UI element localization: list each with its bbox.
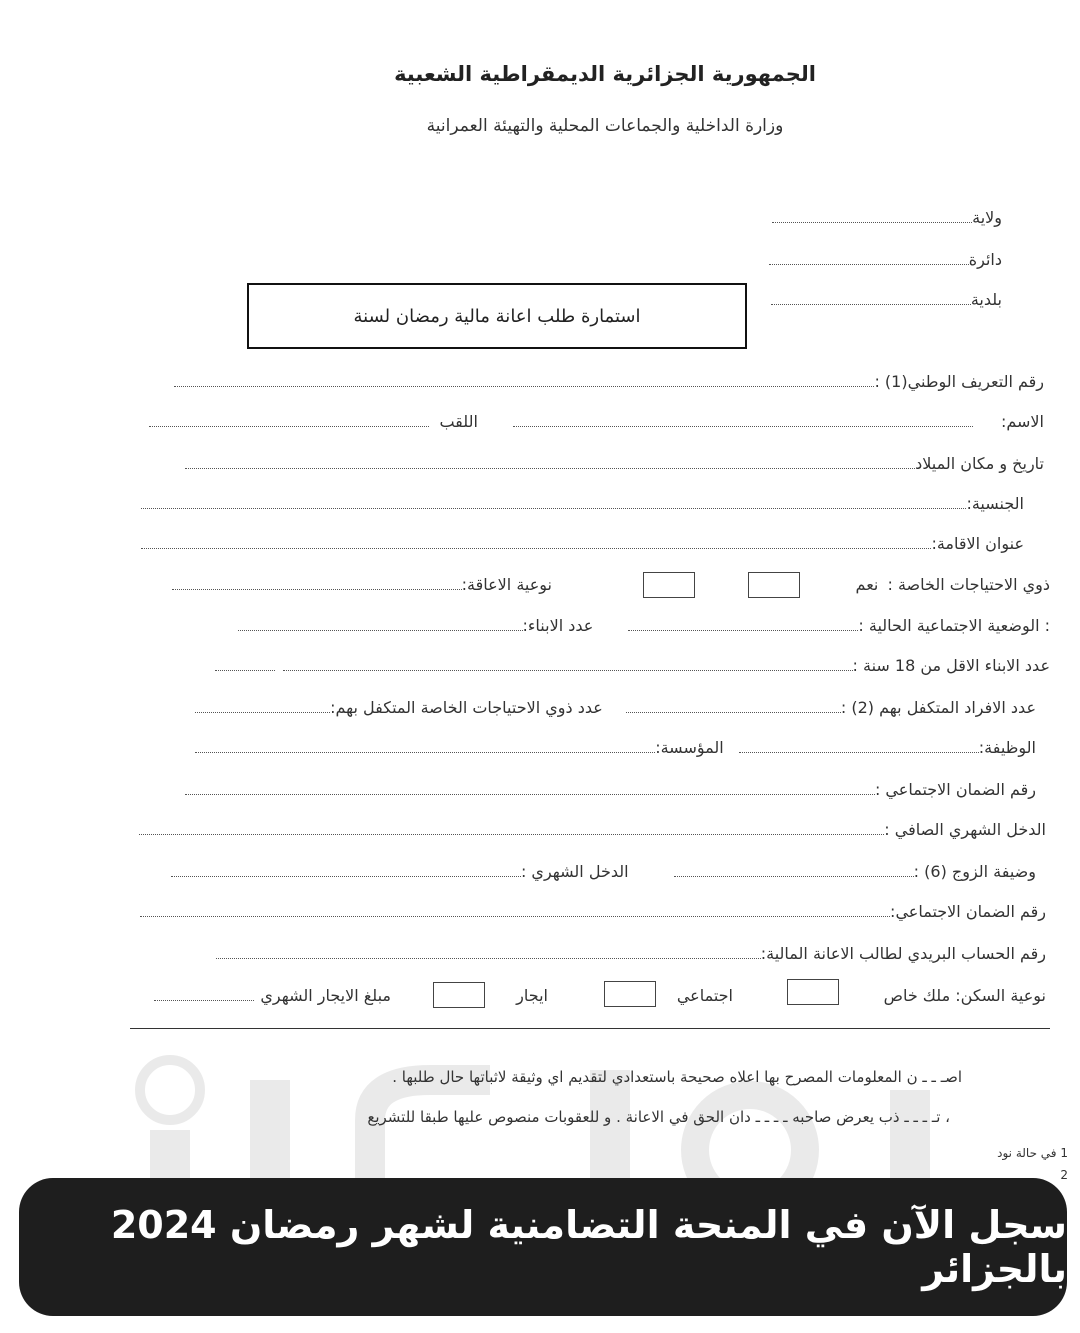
republic-header: الجمهورية الجزائرية الديمقراطية الشعبية (394, 62, 816, 86)
nin-field (174, 372, 1044, 391)
dependents-special-dots (195, 708, 330, 713)
special-needs-field (856, 575, 1050, 594)
separator-line (130, 1028, 1050, 1029)
special-needs-label: ذوي الاحتياجات الخاصة : (887, 575, 1050, 594)
housing-social-field (677, 986, 733, 1005)
form-title-box (247, 283, 747, 349)
surname-dots (149, 422, 429, 427)
declaration-line-1: اصـ ـ ـ ن المعلومات المصرح بها اعلاه صحيحة باستعدادي لتقديم اي وثيقة لاثباتها حال طلبها . (392, 1068, 962, 1086)
address-field (141, 534, 1024, 553)
birth-label: تاريخ و مكان الميلاد (915, 454, 1044, 473)
social-security2-label: رقم الضمان الاجتماعي: (890, 902, 1046, 921)
address-label: عنوان الاقامة: (931, 534, 1024, 553)
banner-text: سجل الآن في المنحة التضامنية لشهر رمضان 2024 بالجزائر (110, 1203, 1067, 1291)
children-under18-label: عدد الابناء الاقل من 18 سنة : (852, 656, 1050, 675)
dependents-field (195, 698, 1036, 717)
postal-account-dots (216, 954, 761, 959)
dependents-label: عدد الافراد المتكفل بهم (2) : (840, 698, 1036, 717)
children-under18-dots (283, 666, 853, 671)
job-label: الوظيفة: (978, 738, 1036, 757)
title-banner (19, 1178, 1067, 1316)
nationality-dots (141, 504, 966, 509)
declaration-line-2: ، تـ ـ ـ ـ ذب يعرض صاحبه ـ ـ ـ ـ دان الحق في الاعانة . و للعقوبات منصوص عليها طبقا للتشريع (367, 1108, 950, 1126)
dependents-special-label: عدد ذوي الاحتياجات الخاصة المتكفل بهم: (330, 698, 603, 717)
yes-label: نعم (855, 575, 879, 594)
wilaya-label: ولاية (972, 208, 1002, 227)
footnote-2: 2 (1060, 1168, 1068, 1182)
name-field (149, 412, 1044, 431)
disability-type-field (172, 575, 552, 594)
housing-social-label: اجتماعي (676, 986, 733, 1005)
birth-dots (185, 464, 915, 469)
social-security2-field (140, 902, 1046, 921)
baladiya-dots (771, 300, 971, 305)
nin-label: رقم التعريف الوطني(1) : (874, 372, 1044, 391)
social-security2-dots (140, 912, 890, 917)
wilaya-dots (772, 218, 972, 223)
rent-amount-dots (154, 996, 254, 1001)
housing-social-checkbox[interactable] (604, 981, 656, 1007)
address-dots (141, 544, 931, 549)
daira-label: دائرة (968, 250, 1002, 269)
monthly-income-dots (171, 872, 521, 877)
wilaya-field (772, 208, 1002, 227)
surname-label: اللقب (439, 412, 478, 431)
housing-private-checkbox[interactable] (787, 979, 839, 1005)
special-needs-no-checkbox[interactable] (643, 572, 695, 598)
special-needs-yes-checkbox[interactable] (748, 572, 800, 598)
postal-account-label: رقم الحساب البريدي لطالب الاعانة المالية: (760, 944, 1046, 963)
job-dots (739, 748, 979, 753)
disability-type-dots (172, 585, 462, 590)
name-dots (513, 422, 973, 427)
children-count-dots (238, 626, 523, 631)
housing-rent-field (516, 986, 548, 1005)
dependents-dots (626, 708, 841, 713)
footnote-1: 1 في حالة نود (997, 1146, 1068, 1160)
spouse-job-dots (674, 872, 914, 877)
nationality-label: الجنسية: (966, 494, 1024, 513)
social-security-field (185, 780, 1036, 799)
institution-dots (195, 748, 655, 753)
rent-amount-label: مبلغ الايجار الشهري (260, 986, 391, 1005)
spouse-job-field (171, 862, 1036, 881)
daira-field (769, 250, 1002, 269)
housing-rent-label: ايجار (516, 986, 548, 1005)
nationality-field (141, 494, 1024, 513)
disability-type-label: نوعية الاعاقة: (461, 575, 552, 594)
social-security-label: رقم الضمان الاجتماعي : (874, 780, 1036, 799)
monthly-income-label: الدخل الشهري : (520, 862, 629, 881)
net-income-label: الدخل الشهري الصافي : (884, 820, 1046, 839)
children-under18-field (215, 656, 1050, 675)
spouse-job-label: وضيفة الزوج (6) : (913, 862, 1036, 881)
net-income-field (139, 820, 1046, 839)
housing-type-field (884, 986, 1046, 1005)
children-count-label: عدد الابناء: (522, 616, 594, 635)
form-title: استمارة طلب اعانة مالية رمضان لسنة (353, 305, 641, 327)
birth-field (185, 454, 1044, 473)
baladiya-field (771, 290, 1002, 309)
social-status-dots (628, 626, 858, 631)
ministry-header: وزارة الداخلية والجماعات المحلية والتهيئة العمرانية (426, 116, 784, 136)
nin-dots (174, 382, 874, 387)
net-income-dots (139, 830, 884, 835)
postal-account-field (216, 944, 1046, 963)
daira-dots (769, 260, 969, 265)
housing-rent-checkbox[interactable] (433, 982, 485, 1008)
social-status-label: : الوضعية الاجتماعية الحالية : (858, 616, 1050, 635)
social-status-field (238, 616, 1050, 635)
name-label: الاسم: (1000, 412, 1044, 431)
rent-amount-field (154, 986, 391, 1005)
institution-label: المؤسسة: (655, 738, 724, 757)
social-security-dots (185, 790, 875, 795)
children-under18-dots-extra (215, 666, 275, 671)
job-field (195, 738, 1036, 757)
baladiya-label: بلدية (970, 290, 1002, 309)
housing-type-label: نوعية السكن: ملك خاص (883, 986, 1046, 1005)
